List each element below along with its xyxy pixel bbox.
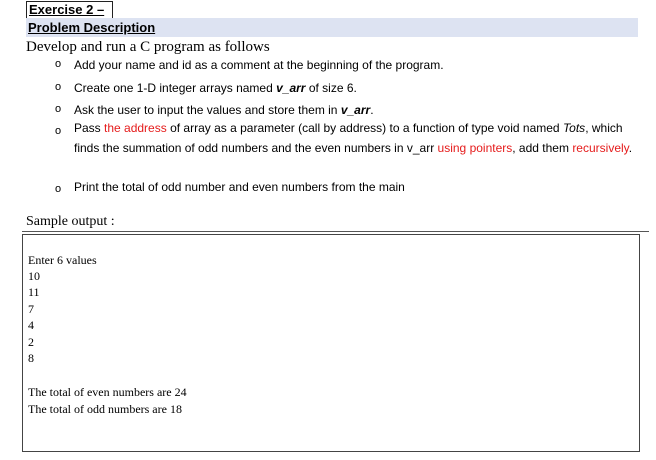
sample-value: 8 xyxy=(28,351,34,365)
bullet-marker: o xyxy=(55,103,62,115)
sample-value: 4 xyxy=(28,318,34,332)
list-item: Create one 1-D integer arrays named v_arr of size 6. xyxy=(74,81,357,95)
bullet-marker: o xyxy=(55,58,62,70)
sample-value: 7 xyxy=(28,302,34,316)
list-item: Ask the user to input the values and store them in v_arr. xyxy=(74,103,374,117)
intro-text: Develop and run a C program as follows xyxy=(26,39,270,55)
bullet-marker: o xyxy=(55,81,62,93)
exercise-title: Exercise 2 – xyxy=(26,1,113,18)
sample-value: 11 xyxy=(28,285,40,299)
list-item: Print the total of odd number and even numbers from the main xyxy=(74,180,405,194)
sample-output-box xyxy=(22,234,640,452)
section-title: Problem Description xyxy=(28,20,156,35)
sample-result-even: The total of even numbers are 24 xyxy=(28,385,187,399)
bullet-marker: o xyxy=(55,125,62,137)
sample-prompt: Enter 6 values xyxy=(28,253,97,267)
list-item: Pass the address of array as a parameter (call by address) to a function of type void named Tots, which finds the summation of odd numbers and the even numbers in v_arr using pointers, add them recursively. xyxy=(74,121,633,155)
bullet-marker: o xyxy=(55,183,62,195)
sample-value: 2 xyxy=(28,335,34,349)
divider xyxy=(22,231,649,232)
sample-value: 10 xyxy=(28,269,40,283)
sample-output-label: Sample output : xyxy=(26,214,115,229)
sample-result-odd: The total of odd numbers are 18 xyxy=(28,402,182,416)
list-item: Add your name and id as a comment at the beginning of the program. xyxy=(74,58,444,72)
